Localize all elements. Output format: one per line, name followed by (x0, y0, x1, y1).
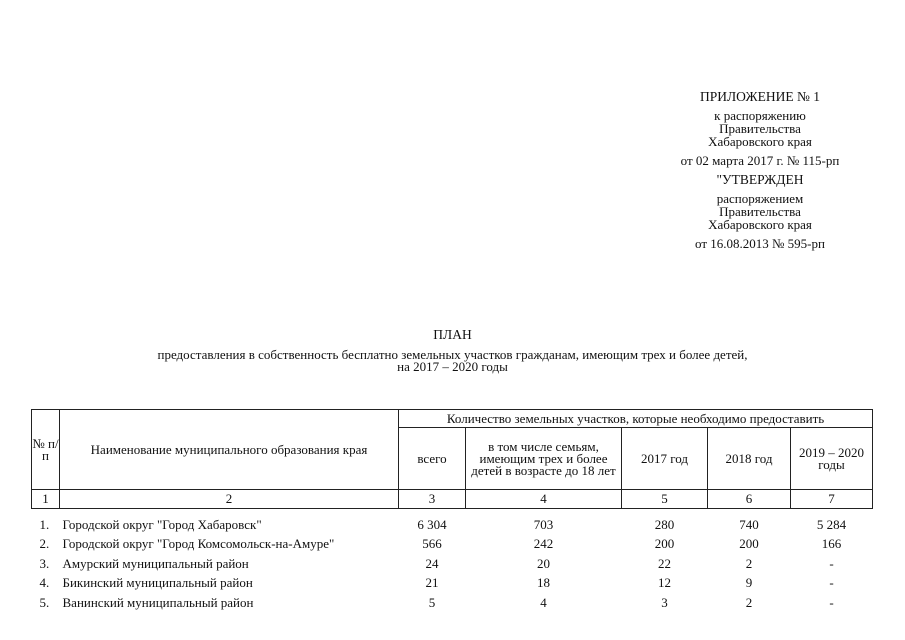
header-2017: 2017 год (622, 428, 708, 490)
row-2019-2020: - (829, 555, 834, 571)
table-row (32, 593, 873, 613)
row-families: 703 (533, 516, 554, 532)
row-total: 21 (425, 575, 439, 591)
row-index: 4. (39, 575, 50, 591)
row-index: 5. (39, 594, 50, 610)
row-2018: 9 (745, 575, 753, 591)
appendix-line: к распоряжению (714, 108, 806, 123)
approved-line: Правительства (719, 204, 801, 219)
row-index: 2. (39, 536, 50, 552)
row-name: Городской округ "Город Комсомольск-на-Амуре" (62, 536, 335, 552)
header-families: в том числе семьям, имеющим трех и более детей в возрасте до 18 лет (466, 428, 622, 490)
column-number: 6 (708, 490, 791, 509)
row-name: Ванинский муниципальный район (62, 594, 254, 610)
column-number: 7 (791, 490, 873, 509)
row-total: 6 304 (417, 516, 447, 532)
row-total: 5 (428, 594, 436, 610)
row-2017: 22 (658, 555, 671, 571)
column-number: 2 (60, 490, 399, 509)
row-2018: 740 (739, 516, 759, 532)
row-families: 18 (537, 575, 550, 591)
header-name: Наименование муниципального образования края (60, 410, 399, 490)
row-index: 1. (39, 516, 50, 532)
plan-subtitle-line: предоставления в собственность бесплатно земельных участков гражданам, имеющим трех и более детей, (157, 347, 748, 362)
appendix-line: Правительства (719, 121, 801, 136)
row-2018: 2 (745, 594, 753, 610)
row-total: 566 (422, 536, 442, 552)
table-row (32, 535, 873, 555)
row-name: Амурский муниципальный район (62, 555, 249, 571)
table-row (32, 554, 873, 574)
row-2019-2020: 5 284 (816, 516, 847, 532)
row-2019-2020: - (829, 575, 834, 591)
plan-title: ПЛАН (433, 327, 472, 342)
appendix-line: Хабаровского края (708, 134, 812, 149)
approved-line: распоряжением (716, 191, 804, 206)
table-row (32, 574, 873, 594)
row-2017: 3 (661, 594, 668, 610)
appendix-title: ПРИЛОЖЕНИЕ № 1 (699, 89, 821, 104)
plan-subtitle (0, 349, 905, 373)
column-number: 1 (32, 490, 60, 509)
header-total: всего (399, 428, 466, 490)
row-index: 3. (39, 555, 50, 571)
row-name: Бикинский муниципальный район (62, 575, 253, 591)
row-2018: 2 (745, 555, 753, 571)
row-families: 242 (533, 536, 554, 552)
row-total: 24 (425, 555, 439, 571)
row-2017: 280 (654, 516, 675, 532)
row-name: Городской округ "Город Хабаровск" (62, 516, 262, 532)
header-num: № п/п (32, 410, 60, 490)
row-2019-2020: 166 (821, 536, 842, 552)
row-2018: 200 (739, 536, 759, 552)
approved-order: от 16.08.2013 № 595-рп (695, 236, 825, 251)
header-2019-2020: 2019 – 2020 годы (791, 428, 873, 490)
plan-table (31, 409, 873, 613)
column-number: 4 (466, 490, 622, 509)
header-2018: 2018 год (708, 428, 791, 490)
row-2017: 200 (654, 536, 675, 552)
column-number: 3 (399, 490, 466, 509)
row-2019-2020: - (829, 594, 834, 610)
appendix-block (610, 90, 905, 250)
plan-subtitle-line: на 2017 – 2020 годы (397, 359, 508, 374)
approved-line: Хабаровского края (708, 217, 812, 232)
column-number: 5 (622, 490, 708, 509)
row-2017: 12 (658, 575, 671, 591)
approved-title: "УТВЕРЖДЕН (716, 172, 804, 187)
appendix-order: от 02 марта 2017 г. № 115-рп (680, 153, 840, 168)
row-families: 20 (537, 555, 550, 571)
header-group: Количество земельных участков, которые необходимо предоставить (399, 410, 873, 428)
table-row (32, 509, 873, 535)
row-families: 4 (540, 594, 547, 610)
